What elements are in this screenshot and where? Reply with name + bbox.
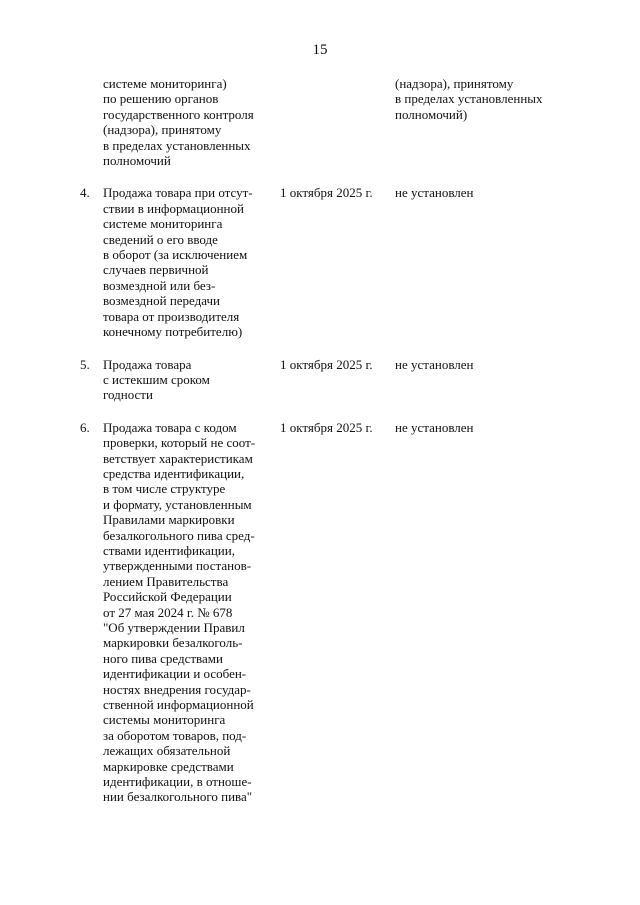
row-description: Продажа товара при отсут- ствии в информационной системе мониторинга сведений о его вводе в оборот (за исключением случаев первичной возмездной или без- возмездной передачи товара от производителя конечному потребителю) xyxy=(103,185,253,340)
row-description: системе мониторинга) по решению органов государственного контроля (надзора), принятому в пределах установленных полномочий xyxy=(103,76,254,169)
table-row-4 xyxy=(80,185,560,339)
row-term: не установлен xyxy=(395,419,474,435)
row-description: Продажа товара с кодом проверки, который не соот- ветствует характеристикам средства идентификации, в том числе структуре и формату, установленным Правилами маркировки безалкогольного пива сред- ствами идентификации, утвержденными постанов- лением Правительства Российской Федерации от 27 мая 2024 г. № 678 "Об утверждении Правил маркировки безалкоголь- ного пива средствами идентификации и особен- ностях внедрения государ- ственной информационной системы мониторинга за оборотом товаров, под- лежащих обязательной маркировке средствами идентификации, в отноше- нии безалкогольного пива" xyxy=(103,419,256,805)
row-date: 1 октября 2025 г. xyxy=(280,419,373,435)
row-number: 5. xyxy=(80,356,90,372)
page-number: 15 xyxy=(312,42,328,58)
row-date: 1 октября 2025 г. xyxy=(280,185,373,201)
table-row-6 xyxy=(80,420,560,805)
row-number: 6. xyxy=(80,419,90,435)
table-row-5 xyxy=(80,357,560,403)
row-number: 4. xyxy=(80,185,90,201)
row-term: не установлен xyxy=(395,356,474,372)
row-term: (надзора), принятому в пределах установленных полномочий) xyxy=(395,76,543,122)
row-term: не установлен xyxy=(395,185,474,201)
table-row-continuation xyxy=(80,76,560,168)
requirements-table xyxy=(80,76,560,805)
row-date: 1 октября 2025 г. xyxy=(280,356,373,372)
row-description: Продажа товара с истекшим сроком годности xyxy=(103,356,210,403)
